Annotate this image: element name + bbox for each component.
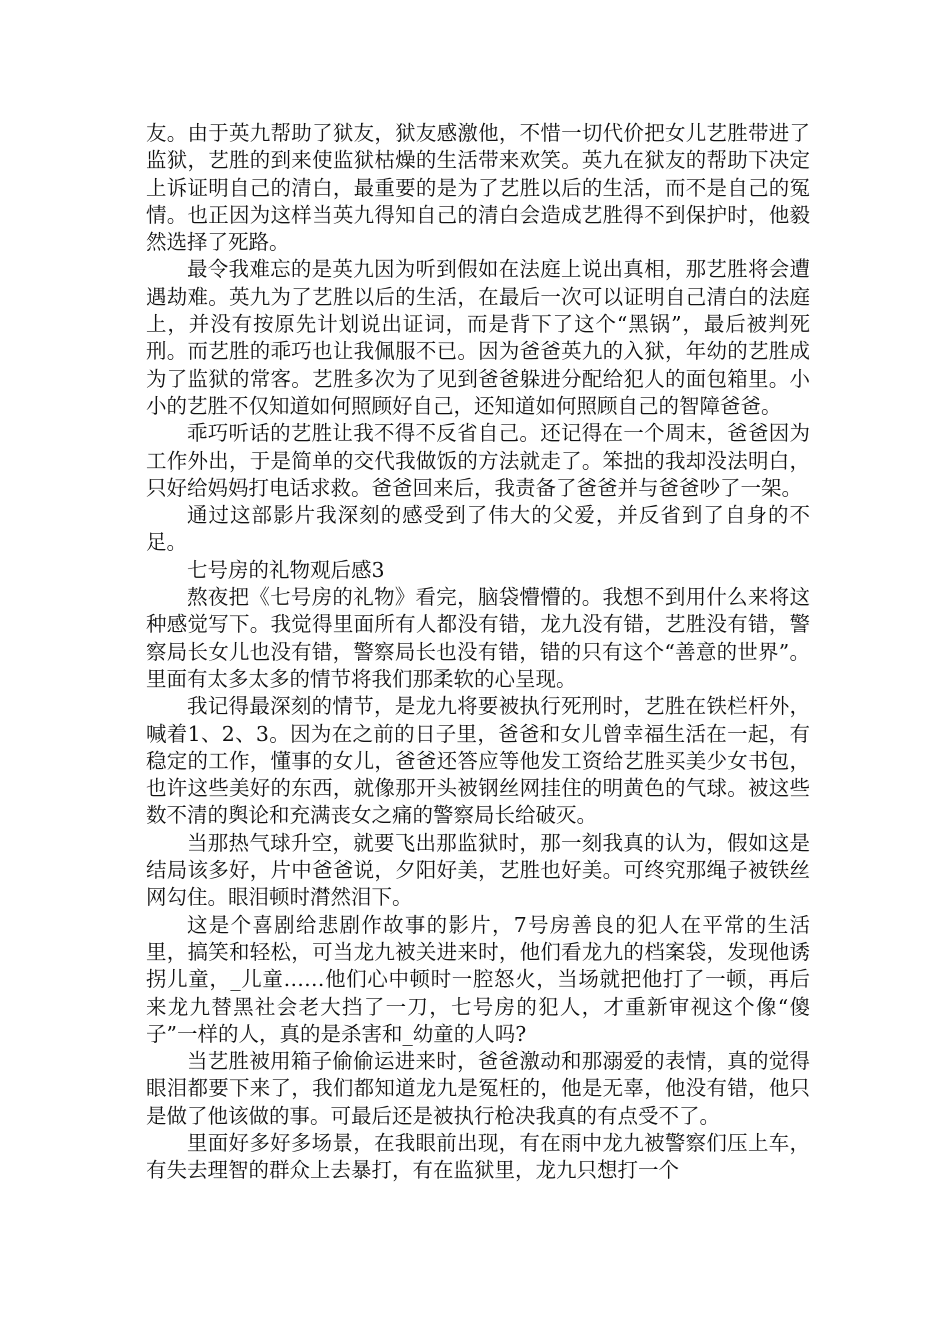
paragraph: 当那热气球升空，就要飞出那监狱时，那一刻我真的认为，假如这是结局该多好，片中爸爸说，夕阳好美，艺胜也好美。可终究那绳子被铁丝网勾住。眼泪顿时潸然泪下。 — [146, 830, 810, 910]
paragraph: 最令我难忘的是英九因为听到假如在法庭上说出真相，那艺胜将会遭遇劫难。英九为了艺胜以后的生活，在最后一次可以证明自己清白的法庭上，并没有按原先计划说出证词，而是背下了这个“黑锅”，最后被判死刑。而艺胜的乖巧也让我佩服不已。因为爸爸英九的入狱，年幼的艺胜成为了监狱的常客。艺胜多次为了见到爸爸躲进分配给犯人的面包箱里。小小的艺胜不仅知道如何照顾好自己，还知道如何照顾自己的智障爸爸。 — [146, 257, 810, 418]
paragraph: 熬夜把《七号房的礼物》看完，脑袋懵懵的。我想不到用什么来将这种感觉写下。我觉得里面所有人都没有错，龙九没有错，艺胜没有错，警察局长女儿也没有错，警察局长也没有错，错的只有这个“善意的世界”。里面有太多太多的情节将我们那柔软的心呈现。 — [146, 585, 810, 691]
document-body — [146, 120, 810, 1185]
paragraph-continued: 友。由于英九帮助了狱友，狱友感激他，不惜一切代价把女儿艺胜带进了监狱，艺胜的到来使监狱枯燥的生活带来欢笑。英九在狱友的帮助下决定上诉证明自己的清白，最重要的是为了艺胜以后的生活，而不是自己的冤情。也正因为这样当英九得知自己的清白会造成艺胜得不到保护时，他毅然选择了死路。 — [146, 121, 810, 255]
paragraph: 通过这部影片我深刻的感受到了伟大的父爱，并反省到了自身的不足。 — [146, 503, 810, 555]
paragraph: 我记得最深刻的情节，是龙九将要被执行死刑时，艺胜在铁栏杆外，喊着1、2、3。因为在之前的日子里，爸爸和女儿曾幸福生活在一起，有稳定的工作，懂事的女儿，爸爸还答应等他发工资给艺胜买美少女书包，也许这些美好的东西，就像那开头被钢丝网挂住的明黄色的气球。被这些数不清的舆论和充满丧女之痛的警察局长给破灭。 — [146, 694, 810, 828]
section-heading: 七号房的礼物观后感3 — [187, 557, 385, 582]
paragraph: 这是个喜剧给悲剧作故事的影片，7号房善良的犯人在平常的生活里，搞笑和轻松，可当龙九被关进来时，他们看龙九的档案袋，发现他诱拐儿童，_儿童……他们心中顿时一腔怒火，当场就把他打了一顿，再后来龙九替黑社会老大挡了一刀，七号房的犯人，才重新审视这个像“傻子”一样的人，真的是杀害和_幼童的人吗? — [146, 912, 810, 1046]
paragraph: 乖巧听话的艺胜让我不得不反省自己。还记得在一个周末，爸爸因为工作外出，于是简单的交代我做饭的方法就走了。笨拙的我却没法明白，只好给妈妈打电话求救。爸爸回来后，我责备了爸爸并与爸爸吵了一架。 — [146, 421, 810, 500]
paragraph: 里面好多好多场景，在我眼前出现，有在雨中龙九被警察们压上车，有失去理智的群众上去暴打，有在监狱里，龙九只想打一个 — [146, 1130, 810, 1183]
paragraph: 当艺胜被用箱子偷偷运进来时，爸爸激动和那溺爱的表情，真的觉得眼泪都要下来了，我们都知道龙九是冤枉的，他是无辜，他没有错，他只是做了他该做的事。可最后还是被执行枪决我真的有点受不了。 — [146, 1049, 810, 1128]
